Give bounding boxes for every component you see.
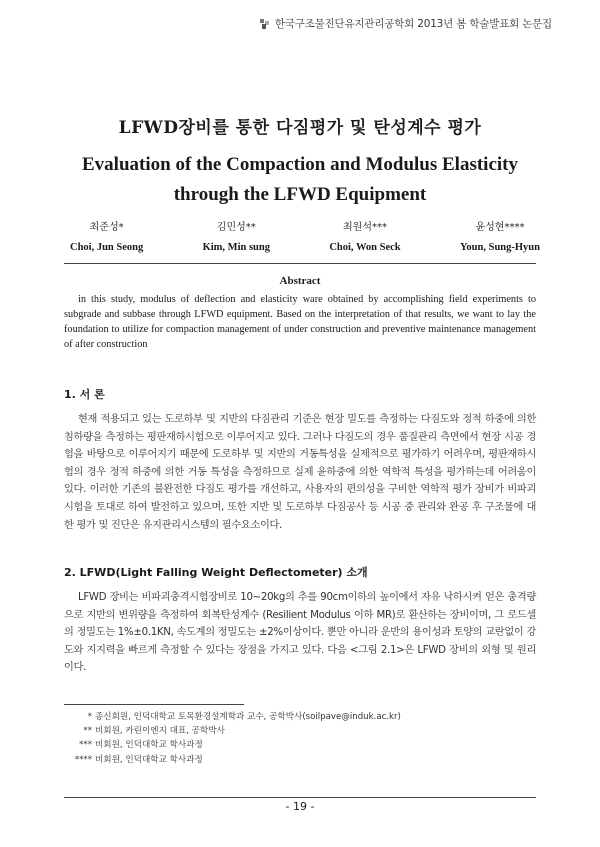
author (460, 218, 540, 258)
footnotes (64, 710, 536, 767)
author-name-korean: 최준성* (89, 222, 124, 233)
title-en-line-2: through the LFWD Equipment (173, 184, 427, 205)
abstract-text: in this study, modulus of deflection and elasticity ware obtained by accomplishing field experiments to subgrade and subbase through LFWD equipment. Based on the interpretation of that results, we want to lay the foundation to utilize for compaction management of under construction and preventive maintenance management of after construction (64, 294, 536, 350)
author (70, 218, 143, 258)
author-list (70, 218, 540, 258)
section-heading: 2. LFWD(Light Falling Weight Deflectometer) 소개 (64, 566, 368, 579)
author-name-korean: 윤성현**** (475, 222, 525, 233)
section-body: 현재 적용되고 있는 도로하부 및 지반의 다짐관리 기준은 현장 밀도를 측정하는 다짐도와 정적 하중에 의한 침하량을 측정하는 평판재하시험으로 이루어지고 있다. 그러나 다짐도의 경우 품질관리 측면에서 현장 시공 경험을 바탕으로 이루어지기 때문에 도로하부 및 지반의 거동특성을 실제적으로 평가하기 어려우며, 평판재하시험의 경우 정적 하중에 의한 거동 특성을 측정하므로 실제 윤하중에 의한 역학적 특성을 평가하는데 어려움이 있다. 이러한 기존의 불완전한 다짐도 평가를 개선하고, 사용자의 편의성을 구비한 역학적 평가 장비가 비파괴시험을 토대로 하여 발전하고 있으며, 또한 지반 및 도로하부 다짐공사 등 시공 중 관리와 완공 후 구조물에 대한 평가 및 진단은 유지관리시스템의 필수요소이다. (64, 414, 536, 531)
paper-title-korean: LFWD장비를 통한 다짐평가 및 탄성계수 평가 (118, 118, 482, 138)
footnote (64, 724, 536, 738)
footnote (64, 710, 536, 724)
running-title: 한국구조물진단유지관리공학회 2013년 봄 학술발표회 논문집 (274, 18, 552, 30)
footnote-text: 비회원, 카린이엔지 대표, 공학박사 (95, 726, 225, 737)
footnote-mark: *** (79, 740, 92, 751)
author-name-korean: 김민성** (216, 222, 256, 233)
author-name-english: Youn, Sung-Hyun (460, 242, 540, 253)
footnote-text: 비회원, 인덕대학교 학사과정 (95, 754, 203, 765)
footnote-text: 비회원, 인덕대학교 학사과정 (95, 740, 203, 751)
footnote-text: 종신회원, 인덕대학교 토목환경설계학과 교수, 공학박사(soilpave@induk.ac.kr) (95, 712, 401, 722)
section-lfwd-intro (64, 564, 536, 677)
author-name-korean: 최원석*** (343, 222, 387, 233)
running-header (259, 16, 552, 31)
footnote-divider (64, 704, 244, 705)
author (203, 218, 270, 258)
paper-title-english (0, 150, 600, 210)
section-heading: 1. 서 론 (64, 388, 105, 401)
author-name-english: Kim, Min sung (202, 242, 270, 253)
page-number: - 19 - (285, 800, 315, 813)
footer-divider (64, 797, 536, 798)
abstract-heading: Abstract (279, 275, 321, 287)
author (329, 218, 400, 258)
section-introduction (64, 386, 536, 534)
author-name-english: Choi, Won Seck (329, 242, 401, 253)
footnote-mark: ** (83, 726, 92, 737)
divider (64, 263, 536, 264)
document-icon (259, 18, 271, 30)
footnote-mark: **** (74, 754, 92, 765)
title-en-line-1: Evaluation of the Compaction and Modulus Elasticity (82, 154, 518, 175)
footnote-mark: * (87, 712, 92, 722)
section-body: LFWD 장비는 비파괴충격시험장비로 10~20kg의 추를 90cm이하의 높이에서 자유 낙하시켜 얻은 충격량으로 지반의 변위량을 측정하여 회복탄성계수 (Resilient Modulus 이하 MR)로 환산하는 장비이며, 그 로드셀의 정밀도는 1%±0.1KN, 속도계의 정밀도는 ±2%이상이다. 뿐만 아니라 운반의 용이성과 토양의 교란없이 강도와 지지력을 빠르게 측정할 수 있다는 장점을 가지고 있다. 다음 <그림 2.1>은 LFWD 장비의 외형 및 원리이다. (64, 592, 536, 674)
footnote (64, 753, 536, 767)
footnote (64, 738, 536, 752)
author-name-english: Choi, Jun Seong (70, 242, 144, 253)
